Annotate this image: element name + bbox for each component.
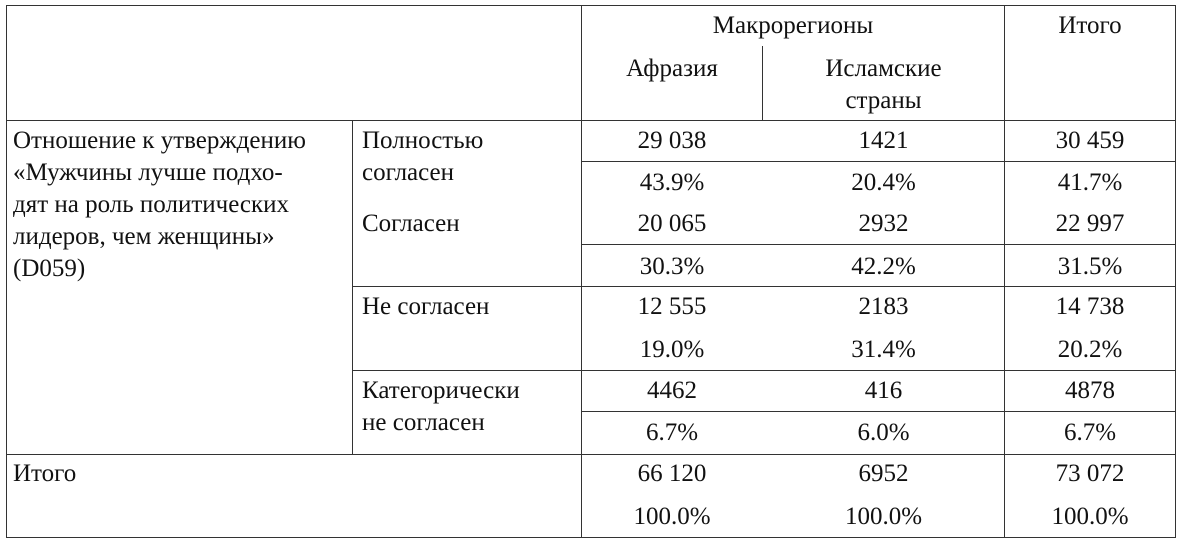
percent-cell: 42.2% xyxy=(851,253,916,280)
rule-total-top xyxy=(6,454,1176,455)
total-count-cell: 6952 xyxy=(858,460,909,487)
rule-row4-top xyxy=(352,370,1176,371)
answer-label: согласен xyxy=(362,159,455,186)
total-percent-cell: 100.0% xyxy=(633,503,711,530)
percent-cell: 31.5% xyxy=(1057,253,1123,280)
count-cell: 22 997 xyxy=(1055,210,1125,237)
percent-cell: 43.9% xyxy=(639,169,705,196)
answer-label: Согласен xyxy=(362,210,460,237)
count-cell: 416 xyxy=(864,377,903,404)
header-islamic-line1: Исламские xyxy=(825,55,942,82)
rule-header-bottom xyxy=(6,120,1176,121)
count-cell: 4878 xyxy=(1065,377,1115,404)
total-percent-cell: 100.0% xyxy=(1051,503,1129,530)
question-line: Отношение к утверждению xyxy=(13,127,306,154)
answer-label: Категорически xyxy=(362,377,520,404)
header-islamic-line2: страны xyxy=(845,87,922,114)
total-row-label: Итого xyxy=(13,460,77,487)
total-percent-cell: 100.0% xyxy=(844,503,923,530)
percent-cell: 31.4% xyxy=(851,336,916,363)
rule-row3-top xyxy=(352,286,1176,287)
question-line: дят на роль политических xyxy=(13,191,290,218)
header-afrasia: Афразия xyxy=(626,55,718,82)
percent-cell: 20.4% xyxy=(851,169,916,196)
count-cell: 4462 xyxy=(647,377,697,404)
rule-bottom xyxy=(6,537,1176,538)
rule-top xyxy=(6,5,1176,6)
count-cell: 2183 xyxy=(858,293,909,320)
count-cell: 29 038 xyxy=(637,127,707,154)
percent-cell: 19.0% xyxy=(639,336,705,363)
count-cell: 30 459 xyxy=(1055,127,1125,154)
count-cell: 2932 xyxy=(858,210,909,237)
percent-cell: 6.7% xyxy=(645,419,699,446)
count-cell: 12 555 xyxy=(637,293,707,320)
count-cell: 14 738 xyxy=(1055,293,1125,320)
rule-left xyxy=(6,5,7,538)
question-line: лидеров, чем женщины» xyxy=(13,223,275,250)
total-count-cell: 73 072 xyxy=(1055,460,1125,487)
question-line: (D059) xyxy=(13,255,86,282)
rule-row1-mid xyxy=(581,161,1176,162)
answer-label: Полностью xyxy=(362,127,484,154)
answer-label: Не согласен xyxy=(362,293,490,320)
rule-row4-mid xyxy=(581,411,1176,412)
rule-right xyxy=(1175,5,1176,538)
percent-cell: 6.0% xyxy=(857,419,910,446)
count-cell: 20 065 xyxy=(637,210,707,237)
percent-cell: 20.2% xyxy=(1057,336,1123,363)
percent-cell: 30.3% xyxy=(639,253,705,280)
percent-cell: 41.7% xyxy=(1057,169,1123,196)
header-macroregions: Макрорегионы xyxy=(712,12,874,39)
percent-cell: 6.7% xyxy=(1063,419,1117,446)
count-cell: 1421 xyxy=(858,127,909,154)
total-count-cell: 66 120 xyxy=(637,460,707,487)
question-line: «Мужчины лучше подхо- xyxy=(13,159,283,186)
answer-label: не согласен xyxy=(362,409,485,436)
rule-row2-mid xyxy=(581,244,1176,245)
header-total: Итого xyxy=(1058,12,1122,39)
rule-label-divider xyxy=(352,120,353,454)
